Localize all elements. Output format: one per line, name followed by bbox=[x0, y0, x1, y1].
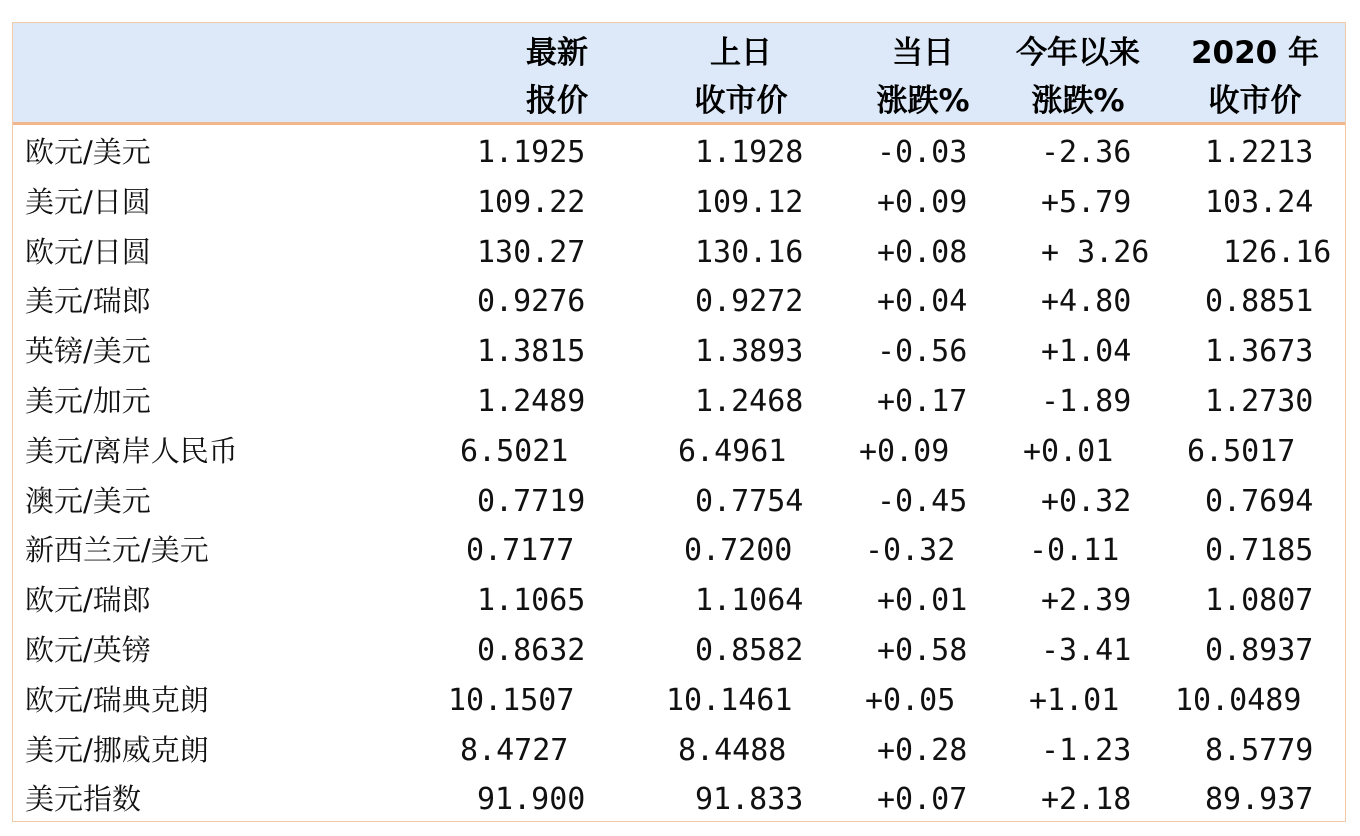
currency-pair-name: 美元/离岸人民币 bbox=[25, 433, 238, 468]
cell-prev: 1.1064 bbox=[695, 583, 804, 619]
table-row bbox=[13, 676, 1345, 726]
cell-close2020: 1.2730 bbox=[1205, 383, 1314, 419]
header-line: 收市价 bbox=[694, 83, 788, 119]
cell-latest: 1.2489 bbox=[477, 383, 586, 419]
cell-latest: 109.22 bbox=[477, 184, 586, 220]
cell-prev: 0.7754 bbox=[695, 483, 804, 519]
table-row bbox=[13, 526, 1345, 576]
cell-close2020: 6.5017 bbox=[1187, 433, 1296, 469]
header-line: 2020 年 bbox=[1190, 35, 1320, 71]
cell-day: +0.28 bbox=[877, 732, 968, 768]
cell-prev: 0.7200 bbox=[684, 533, 793, 569]
cell-latest: 1.3815 bbox=[477, 334, 586, 370]
cell-latest: 8.4727 bbox=[460, 732, 569, 768]
cell-ytd: -0.11 bbox=[1029, 533, 1120, 569]
currency-pair-name: 英镑/美元 bbox=[25, 334, 151, 369]
header-line: 最新 bbox=[526, 35, 588, 71]
table-row bbox=[13, 576, 1345, 626]
cell-latest: 0.7719 bbox=[477, 483, 586, 519]
cell-prev: 1.1928 bbox=[695, 135, 804, 170]
cell-latest: 130.27 bbox=[477, 234, 586, 270]
currency-pair-name: 欧元/英镑 bbox=[25, 632, 151, 667]
cell-day: -0.32 bbox=[865, 533, 956, 569]
cell-prev: 6.4961 bbox=[678, 433, 787, 469]
cell-prev: 91.833 bbox=[695, 782, 804, 818]
cell-prev: 10.1461 bbox=[666, 682, 793, 718]
cell-close2020: 103.24 bbox=[1205, 184, 1314, 220]
cell-day: +0.09 bbox=[877, 184, 968, 220]
cell-day: +0.01 bbox=[877, 583, 968, 619]
header-line: 今年以来 bbox=[1016, 35, 1140, 71]
cell-latest: 1.1925 bbox=[477, 135, 586, 170]
cell-day: +0.17 bbox=[877, 383, 968, 419]
cell-day: +0.08 bbox=[877, 234, 968, 270]
table-row bbox=[13, 128, 1345, 178]
cell-close2020: 0.7694 bbox=[1205, 483, 1314, 519]
cell-close2020: 1.0807 bbox=[1205, 583, 1314, 619]
table-header bbox=[13, 23, 1345, 125]
header-line: 当日 bbox=[892, 35, 954, 71]
header-prev-close bbox=[681, 29, 801, 125]
table-row bbox=[13, 477, 1345, 527]
header-close-2020 bbox=[1185, 29, 1325, 125]
cell-day: +0.07 bbox=[877, 782, 968, 818]
currency-pair-name: 欧元/美元 bbox=[25, 135, 151, 169]
currency-pair-name: 欧元/瑞郎 bbox=[25, 583, 151, 618]
cell-ytd: + 3.26 bbox=[1041, 234, 1150, 270]
cell-close2020: 126.16 bbox=[1223, 234, 1332, 270]
cell-day: +0.58 bbox=[877, 632, 968, 668]
table-row bbox=[13, 327, 1345, 377]
header-line: 报价 bbox=[526, 83, 588, 119]
currency-pair-name: 美元/加元 bbox=[25, 383, 151, 418]
header-line: 涨跌% bbox=[1031, 83, 1125, 119]
cell-day: +0.09 bbox=[859, 433, 950, 469]
cell-close2020: 10.0489 bbox=[1175, 682, 1302, 718]
cell-day: +0.05 bbox=[865, 682, 956, 718]
cell-latest: 0.8632 bbox=[477, 632, 586, 668]
cell-ytd: +1.04 bbox=[1041, 334, 1132, 370]
cell-ytd: -1.89 bbox=[1041, 383, 1132, 419]
cell-latest: 0.9276 bbox=[477, 284, 586, 320]
cell-ytd: +0.01 bbox=[1023, 433, 1114, 469]
cell-close2020: 1.2213 bbox=[1205, 135, 1314, 170]
table-row bbox=[13, 626, 1345, 676]
cell-prev: 130.16 bbox=[695, 234, 804, 270]
currency-pair-name: 澳元/美元 bbox=[25, 483, 151, 518]
table-row bbox=[13, 726, 1345, 776]
table-row bbox=[13, 228, 1345, 278]
cell-ytd: +1.01 bbox=[1029, 682, 1120, 718]
fx-rates-table bbox=[12, 22, 1346, 822]
cell-day: -0.45 bbox=[877, 483, 968, 519]
cell-day: +0.04 bbox=[877, 284, 968, 320]
cell-close2020: 0.8937 bbox=[1205, 632, 1314, 668]
cell-prev: 1.2468 bbox=[695, 383, 804, 419]
cell-latest: 1.1065 bbox=[477, 583, 586, 619]
table-row bbox=[13, 277, 1345, 327]
cell-latest: 0.7177 bbox=[466, 533, 575, 569]
cell-close2020: 89.937 bbox=[1205, 782, 1314, 818]
cell-close2020: 1.3673 bbox=[1205, 334, 1314, 370]
header-ytd-change bbox=[993, 29, 1163, 125]
currency-pair-name: 美元/日圆 bbox=[25, 184, 151, 219]
currency-pair-name: 美元/挪威克朗 bbox=[25, 732, 209, 767]
cell-prev: 109.12 bbox=[695, 184, 804, 220]
table-row bbox=[13, 427, 1345, 477]
cell-latest: 10.1507 bbox=[448, 682, 575, 718]
cell-close2020: 8.5779 bbox=[1205, 732, 1314, 768]
cell-prev: 1.3893 bbox=[695, 334, 804, 370]
cell-day: -0.56 bbox=[877, 334, 968, 370]
header-day-change bbox=[863, 29, 983, 125]
cell-ytd: -2.36 bbox=[1041, 135, 1132, 170]
currency-pair-name: 欧元/日圆 bbox=[25, 234, 151, 269]
cell-prev: 0.8582 bbox=[695, 632, 804, 668]
cell-ytd: -1.23 bbox=[1041, 732, 1132, 768]
table-row bbox=[13, 775, 1345, 825]
currency-pair-name: 美元/瑞郎 bbox=[25, 284, 151, 319]
header-line: 涨跌% bbox=[876, 83, 970, 119]
cell-ytd: +0.32 bbox=[1041, 483, 1132, 519]
table-row bbox=[13, 178, 1345, 228]
cell-prev: 8.4488 bbox=[678, 732, 787, 768]
cell-ytd: +2.39 bbox=[1041, 583, 1132, 619]
cell-latest: 6.5021 bbox=[460, 433, 569, 469]
header-latest-quote bbox=[497, 29, 617, 125]
cell-close2020: 0.7185 bbox=[1205, 533, 1314, 569]
table-row bbox=[13, 377, 1345, 427]
cell-ytd: +4.80 bbox=[1041, 284, 1132, 320]
currency-pair-name: 美元指数 bbox=[25, 782, 142, 817]
cell-prev: 0.9272 bbox=[695, 284, 804, 320]
cell-ytd: -3.41 bbox=[1041, 632, 1132, 668]
table-body bbox=[13, 128, 1345, 825]
header-line: 上日 bbox=[710, 35, 772, 71]
cell-day: -0.03 bbox=[877, 135, 968, 170]
cell-latest: 91.900 bbox=[477, 782, 586, 818]
cell-ytd: +5.79 bbox=[1041, 184, 1132, 220]
currency-pair-name: 欧元/瑞典克朗 bbox=[25, 682, 209, 717]
header-line: 收市价 bbox=[1208, 83, 1302, 119]
currency-pair-name: 新西兰元/美元 bbox=[25, 533, 209, 568]
cell-close2020: 0.8851 bbox=[1205, 284, 1314, 320]
cell-ytd: +2.18 bbox=[1041, 782, 1132, 818]
